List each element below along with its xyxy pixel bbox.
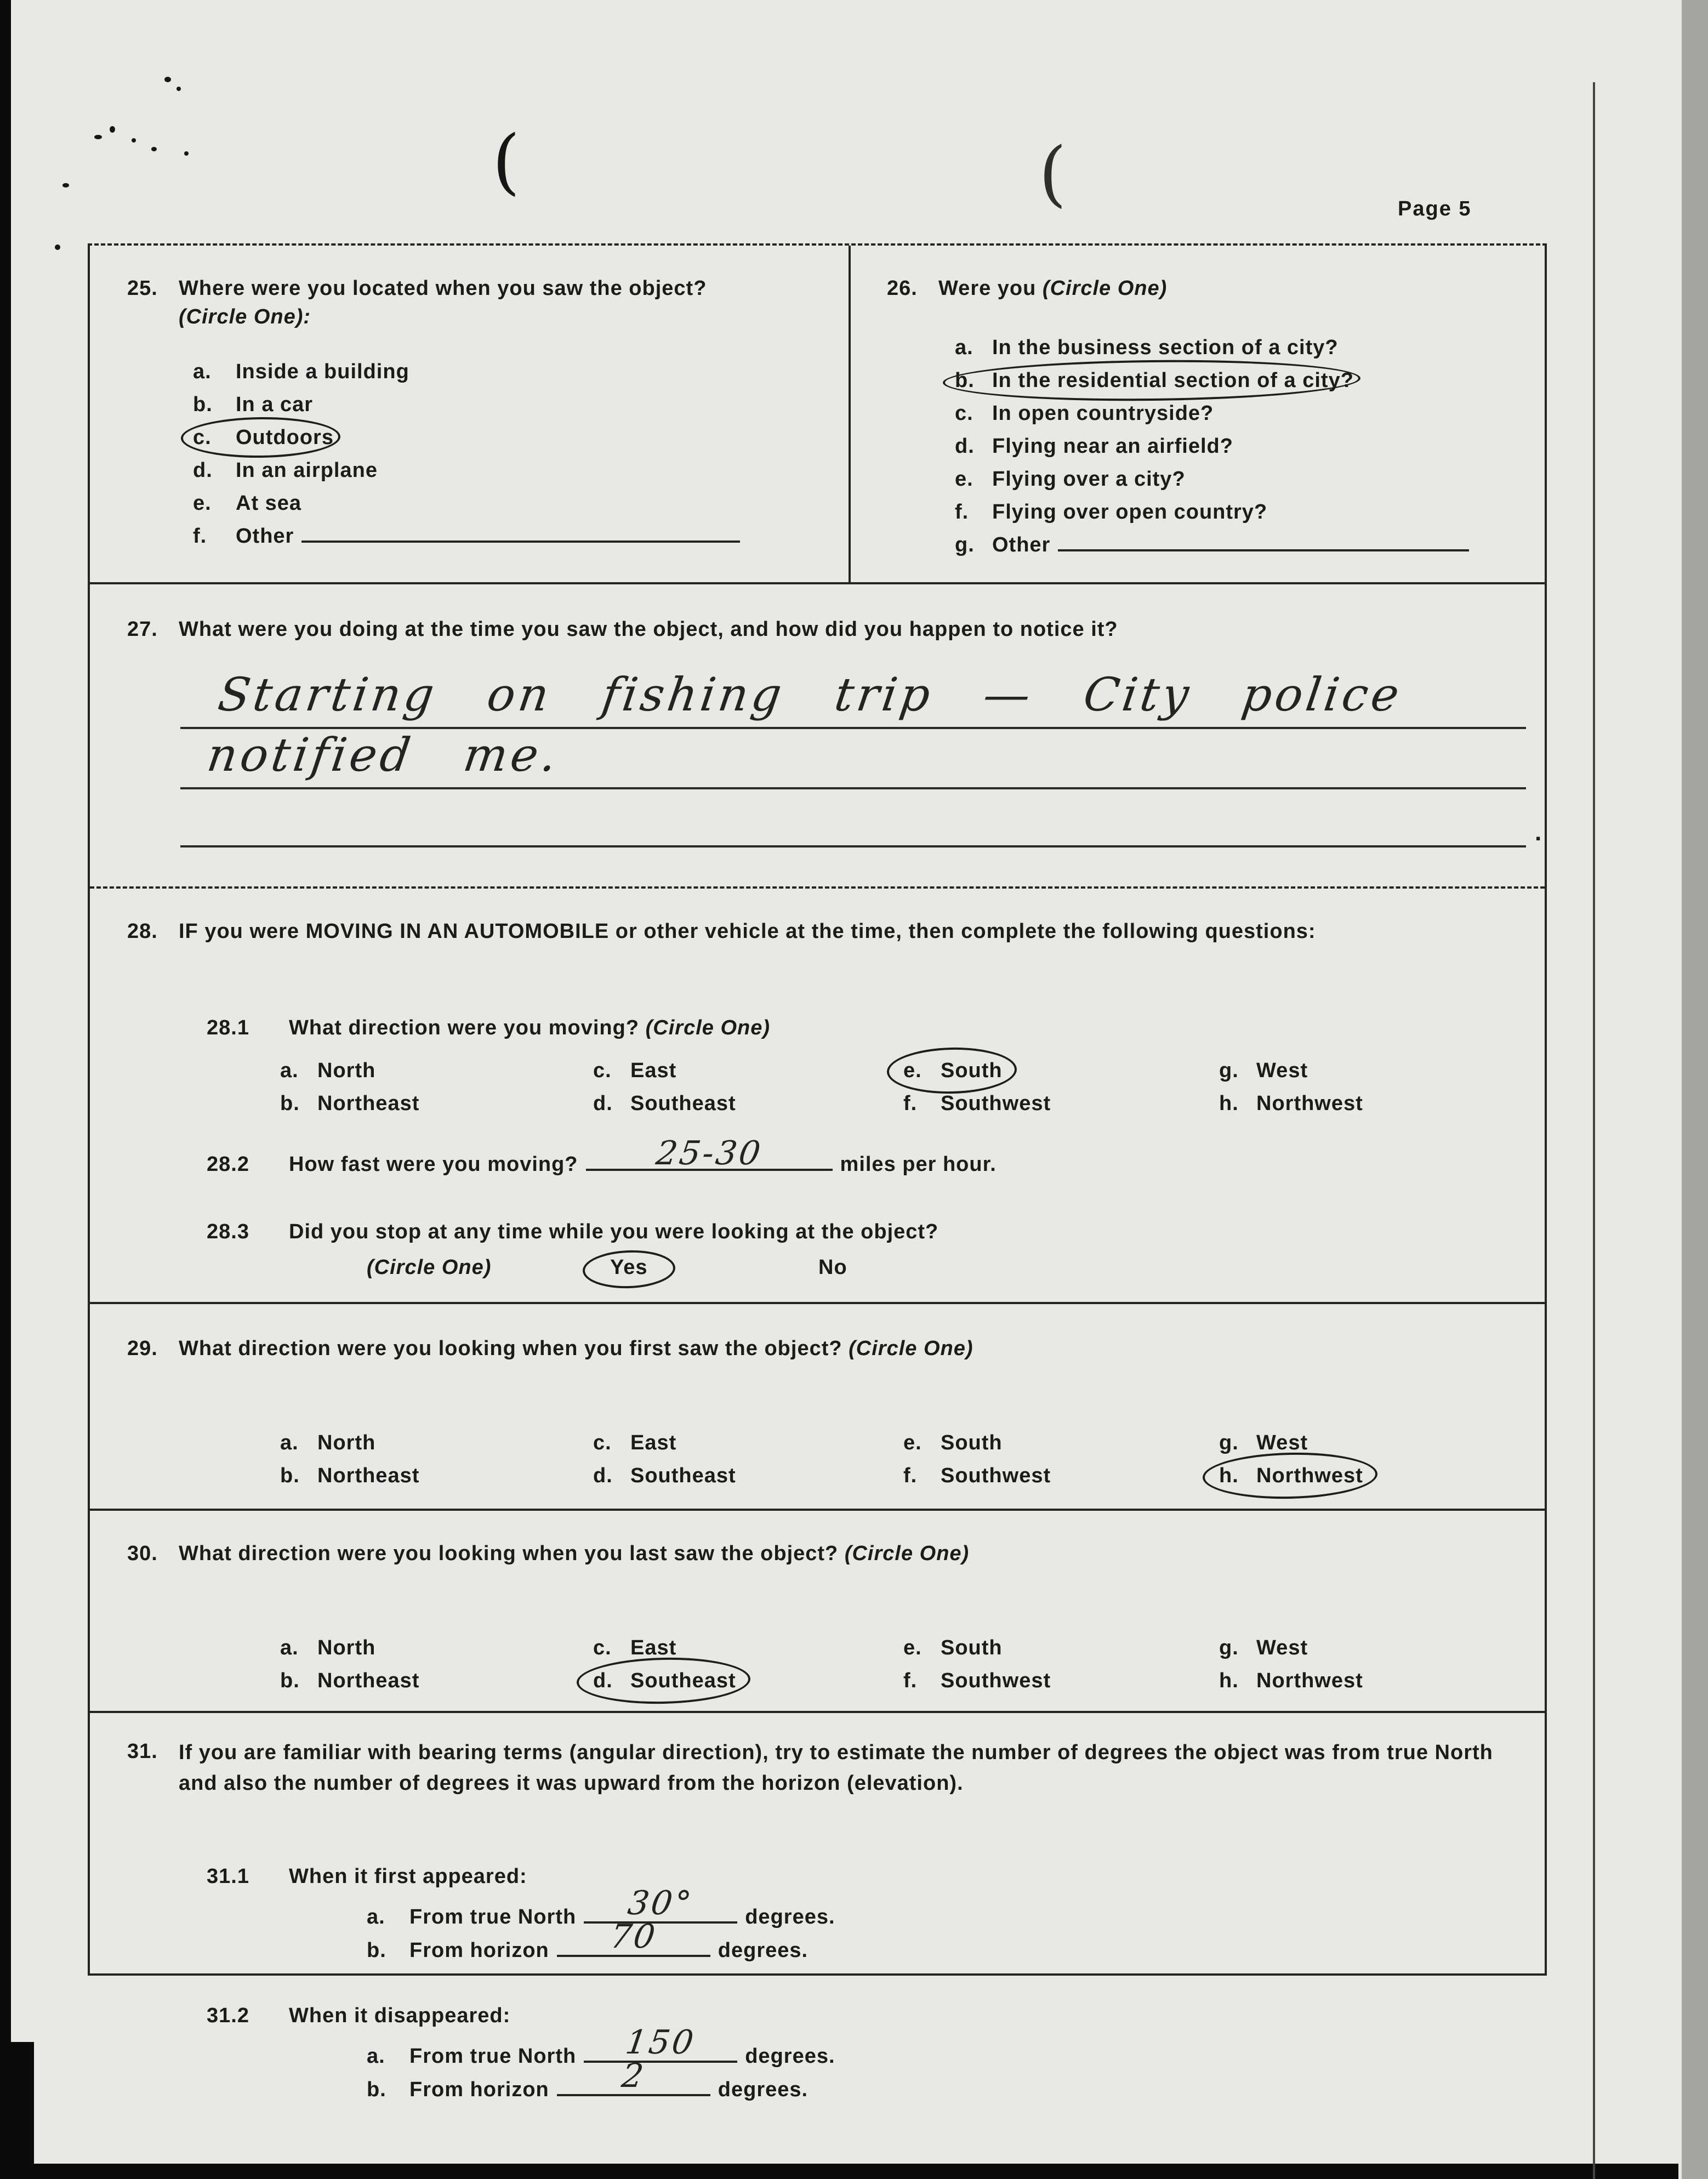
q30-option-a: a. North bbox=[280, 1636, 376, 1659]
q28-3-answer-row bbox=[367, 1256, 847, 1279]
q29-option-a: a. North bbox=[280, 1431, 376, 1454]
q28-3-circle-note: (Circle One) bbox=[367, 1256, 492, 1279]
scan-corner-blob bbox=[0, 2042, 34, 2179]
q31-1b-blank bbox=[557, 1918, 710, 1957]
question-30 bbox=[90, 1539, 1545, 1713]
scan-edge-bottom bbox=[0, 2164, 1678, 2179]
q28-1-number: 28.1 bbox=[207, 1016, 249, 1039]
q26-option-f: f. Flying over open country? bbox=[955, 500, 1268, 524]
q28-2-suffix: miles per hour. bbox=[840, 1153, 997, 1176]
page-number: Page 5 bbox=[1398, 197, 1472, 220]
scan-speck bbox=[62, 183, 69, 187]
scan-speck bbox=[110, 126, 115, 133]
question-31 bbox=[90, 1737, 1545, 2115]
q30-direction-grid bbox=[280, 1631, 1363, 1697]
q31-1-title: When it first appeared: bbox=[289, 1865, 527, 1888]
scan-edge-left bbox=[0, 0, 11, 2179]
q25-option-d: d. In an airplane bbox=[193, 459, 378, 482]
q25-other-blank bbox=[301, 538, 740, 543]
q28-2-title: How fast were you moving? bbox=[289, 1153, 578, 1176]
q28-1-option-c: c. East bbox=[593, 1059, 677, 1082]
q30-option-b: b. Northeast bbox=[280, 1669, 420, 1692]
q25-option-e: e. At sea bbox=[193, 492, 302, 515]
q31-2-items bbox=[367, 2023, 835, 2107]
q29-option-h-circled bbox=[1219, 1459, 1363, 1492]
q30-option-g: g. West bbox=[1219, 1636, 1308, 1659]
q31-number: 31. bbox=[127, 1740, 158, 1763]
q29-number: 29. bbox=[127, 1337, 158, 1360]
questionnaire-form bbox=[88, 243, 1547, 2101]
q28-1-circle-note: (Circle One) bbox=[645, 1016, 771, 1039]
q27-handwritten-answer-line1: Starting on fishing trip — City police bbox=[215, 668, 1406, 721]
q30-option-h: h. Northwest bbox=[1219, 1669, 1363, 1692]
question-25 bbox=[90, 246, 851, 582]
hand-circle bbox=[610, 1256, 648, 1279]
question-29 bbox=[90, 1334, 1545, 1511]
q26-option-e: e. Flying over a city? bbox=[955, 468, 1186, 491]
question-26 bbox=[851, 246, 1545, 582]
q26-option-c: c. In open countryside? bbox=[955, 402, 1214, 425]
q29-option-b: b. Northeast bbox=[280, 1464, 420, 1487]
q29-option-d: d. Southeast bbox=[593, 1464, 736, 1487]
scan-speck bbox=[177, 87, 181, 91]
q31-1b-handwritten-answer: 70 bbox=[607, 1918, 659, 1956]
q31-1-item-b: b. From horizon 70 degrees. bbox=[367, 1918, 809, 1962]
q29-option-e: e. South bbox=[903, 1431, 1003, 1454]
q26-option-b-circled bbox=[955, 364, 1545, 397]
q29-option-c: c. East bbox=[593, 1431, 677, 1454]
scan-edge-right bbox=[1682, 0, 1708, 2179]
q28-1-option-a: a. North bbox=[280, 1059, 376, 1082]
scan-period-mark: . bbox=[1535, 819, 1542, 846]
q25-option-c-circled bbox=[193, 421, 849, 454]
q31-1-item-a: a. From true North 30° degrees. bbox=[367, 1884, 835, 1928]
q28-1-direction-grid bbox=[280, 1054, 1363, 1120]
scan-speck bbox=[94, 135, 102, 139]
q25-option-f: f. Other bbox=[193, 520, 849, 553]
q30-number: 30. bbox=[127, 1542, 158, 1565]
scan-line-right bbox=[1593, 82, 1595, 2179]
q27-number: 27. bbox=[127, 618, 158, 641]
q26-option-g: g. Other bbox=[955, 528, 1545, 561]
answer-rule bbox=[180, 727, 1526, 729]
q29-circle-note: (Circle One) bbox=[849, 1337, 973, 1360]
q31-2b-handwritten-answer: 2 bbox=[619, 2057, 648, 2095]
scan-speck bbox=[132, 138, 136, 143]
q26-other-blank bbox=[1058, 547, 1469, 551]
q28-3-title: Did you stop at any time while you were looking at the object? bbox=[289, 1220, 939, 1243]
q28-2-answer-blank bbox=[586, 1134, 833, 1173]
scan-mark-paren-left: ( bbox=[492, 120, 521, 203]
q31-2a-handwritten-answer: 150 bbox=[623, 2023, 698, 2062]
answer-rule bbox=[180, 845, 1526, 847]
q30-option-f: f. Southwest bbox=[903, 1669, 1051, 1692]
q26-option-d: d. Flying near an airfield? bbox=[955, 435, 1233, 458]
q28-2-handwritten-answer: 25-30 bbox=[653, 1134, 765, 1173]
q26-circle-note: (Circle One) bbox=[1042, 277, 1168, 300]
q25-option-b: b. In a car bbox=[193, 393, 314, 416]
q28-1-option-g: g. West bbox=[1219, 1059, 1308, 1082]
q29-option-f: f. Southwest bbox=[903, 1464, 1051, 1487]
q28-number: 28. bbox=[127, 920, 158, 943]
q30-option-e: e. South bbox=[903, 1636, 1003, 1659]
q25-option-a: a. Inside a building bbox=[193, 360, 409, 383]
q28-3-yes: Yes bbox=[610, 1256, 648, 1279]
scan-speck bbox=[151, 147, 157, 151]
q28-1-title: What direction were you moving? bbox=[289, 1016, 640, 1039]
scan-speck bbox=[184, 151, 189, 156]
q29-direction-grid bbox=[280, 1426, 1363, 1492]
question-27 bbox=[90, 615, 1545, 889]
q29-option-g: g. West bbox=[1219, 1431, 1308, 1454]
q28-1-option-h: h. Northwest bbox=[1219, 1092, 1363, 1115]
section-q25-q26 bbox=[90, 246, 1545, 584]
q31-1a-blank bbox=[584, 1884, 737, 1924]
hand-circle: c. Outdoors bbox=[193, 421, 334, 454]
q26-number: 26. bbox=[887, 277, 918, 300]
scan-speck bbox=[55, 244, 60, 250]
q25-title: Where were you located when you saw the object? bbox=[179, 277, 707, 300]
q28-1-option-f: f. Southwest bbox=[903, 1092, 1051, 1115]
q31-1a-handwritten-answer: 30° bbox=[625, 1884, 696, 1922]
q28-3-number: 28.3 bbox=[207, 1220, 249, 1243]
q28-1-option-e-circled bbox=[903, 1054, 1219, 1087]
q28-title: IF you were MOVING IN AN AUTOMOBILE or other vehicle at the time, then complete the following questions: bbox=[179, 920, 1316, 943]
q27-handwritten-answer-line2: notified me. bbox=[204, 728, 563, 782]
answer-rule bbox=[180, 787, 1526, 789]
q31-2-item-a: a. From true North 150 degrees. bbox=[367, 2023, 835, 2068]
hand-circle: h. Northwest bbox=[1219, 1459, 1363, 1492]
q28-2-number: 28.2 bbox=[207, 1153, 249, 1176]
q31-title: If you are familiar with bearing terms (angular direction), try to estimate the number of degrees the object was from true North and also the number of degrees it was upward from the horizon (elevation). bbox=[179, 1741, 1493, 1795]
q30-title: What direction were you looking when you last saw the object? bbox=[179, 1542, 839, 1565]
q28-1-option-b: b. Northeast bbox=[280, 1092, 420, 1115]
hand-circle: b. In the residential section of a city? bbox=[955, 364, 1354, 397]
hand-circle: d. Southeast bbox=[593, 1664, 736, 1697]
q31-1-items bbox=[367, 1884, 835, 1967]
q31-2-title: When it disappeared: bbox=[289, 2004, 511, 2027]
q28-3-no: No bbox=[818, 1256, 847, 1279]
q25-number: 25. bbox=[127, 277, 158, 300]
q30-option-c: c. East bbox=[593, 1636, 677, 1659]
q29-title: What direction were you looking when you first saw the object? bbox=[179, 1337, 842, 1360]
q31-2-item-b: b. From horizon 2 degrees. bbox=[367, 2057, 809, 2101]
q25-circle-note: (Circle One): bbox=[179, 305, 311, 328]
q28-1-option-d: d. Southeast bbox=[593, 1092, 736, 1115]
q30-circle-note: (Circle One) bbox=[844, 1542, 970, 1565]
scan-speck bbox=[164, 77, 171, 82]
q26-title: Were you bbox=[938, 277, 1037, 300]
q30-option-d-circled bbox=[593, 1664, 903, 1697]
q31-2a-blank bbox=[584, 2023, 737, 2063]
q26-option-a: a. In the business section of a city? bbox=[955, 336, 1339, 359]
scan-mark-paren-right: ( bbox=[1039, 132, 1067, 215]
question-28 bbox=[90, 917, 1545, 1304]
q31-2b-blank bbox=[557, 2057, 710, 2096]
q31-1-number: 31.1 bbox=[207, 1865, 249, 1888]
q27-title: What were you doing at the time you saw the object, and how did you happen to notice it? bbox=[179, 618, 1118, 641]
hand-circle: e. South bbox=[903, 1054, 1003, 1087]
q31-2-number: 31.2 bbox=[207, 2004, 249, 2027]
